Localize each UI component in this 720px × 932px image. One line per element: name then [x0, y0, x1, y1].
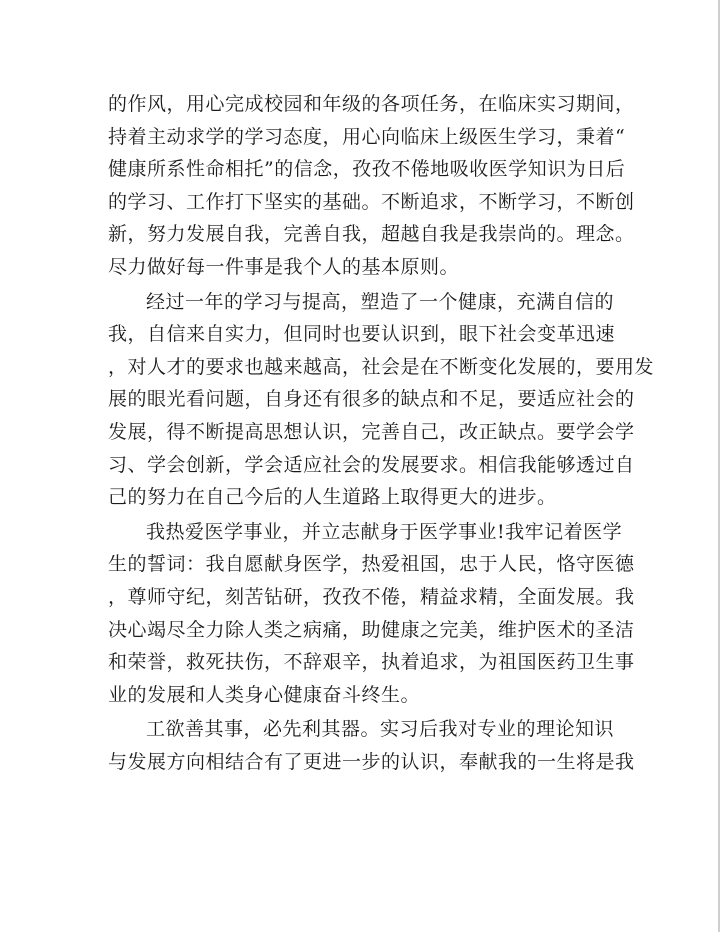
text-line: 持着主动求学的学习态度，用心向临床上级医生学习，秉着“: [108, 125, 626, 148]
text-line: 和荣誉，救死扶伤，不辞艰辛，执着追求，为祖国医药卫生事: [108, 651, 635, 674]
paragraph-3: [108, 516, 635, 712]
text-line: 的学习、工作打下坚实的基础。不断追求，不断学习，不断创: [108, 190, 635, 213]
text-line: 决心竭尽全力除人类之病痛，助健康之完美，维护医术的圣洁: [108, 618, 635, 641]
text-line: 我，自信来自实力，但同时也要认识到，眼下社会变革迅速: [108, 323, 616, 346]
text-line: 健康所系性命相托”的信念，孜孜不倦地吸收医学知识为日后: [108, 158, 626, 181]
text-line: 业的发展和人类身心健康奋斗终生。: [108, 683, 421, 706]
text-line: 展的眼光看问题，自身还有很多的缺点和不足，要适应社会的: [108, 388, 635, 411]
document-body: [108, 88, 655, 778]
text-line: 与发展方向相结合有了更进一步的认识，奉献我的一生将是我: [108, 750, 635, 773]
text-line: 习、学会创新，学会适应社会的发展要求。相信我能够透过自: [108, 453, 635, 476]
text-line: 尽力做好每一件事是我个人的基本原则。: [108, 255, 460, 278]
text-line: 己的努力在自己今后的人生道路上取得更大的进步。: [108, 486, 557, 509]
paragraph-1: [108, 88, 635, 284]
text-line-first: 经过一年的学习与提高，塑造了一个健康，充满自信的: [146, 290, 615, 313]
text-line: 的作风，用心完成校园和年级的各项任务，在临床实习期间，: [108, 93, 635, 115]
text-line-first: 工欲善其事，必先利其器。实习后我对专业的理论知识: [146, 718, 615, 741]
paragraph-4: [108, 713, 635, 778]
text-line: 新，努力发展自我，完善自我，超越自我是我崇尚的。理念。: [108, 223, 635, 246]
text-line: ，对人才的要求也越来越高，社会是在不断变化发展的，要用发: [108, 355, 655, 378]
paragraph-2: [108, 286, 655, 514]
text-line: 发展，得不断提高思想认识，完善自己，改正缺点。要学会学: [108, 420, 635, 443]
text-line: ，尊师守纪，刻苦钻研，孜孜不倦，精益求精，全面发展。我: [108, 585, 635, 608]
text-line-first: 我热爱医学事业，并立志献身于医学事业!我牢记着医学: [146, 520, 623, 543]
text-line: 生的誓词：我自愿献身医学，热爱祖国，忠于人民，恪守医德: [108, 553, 635, 576]
